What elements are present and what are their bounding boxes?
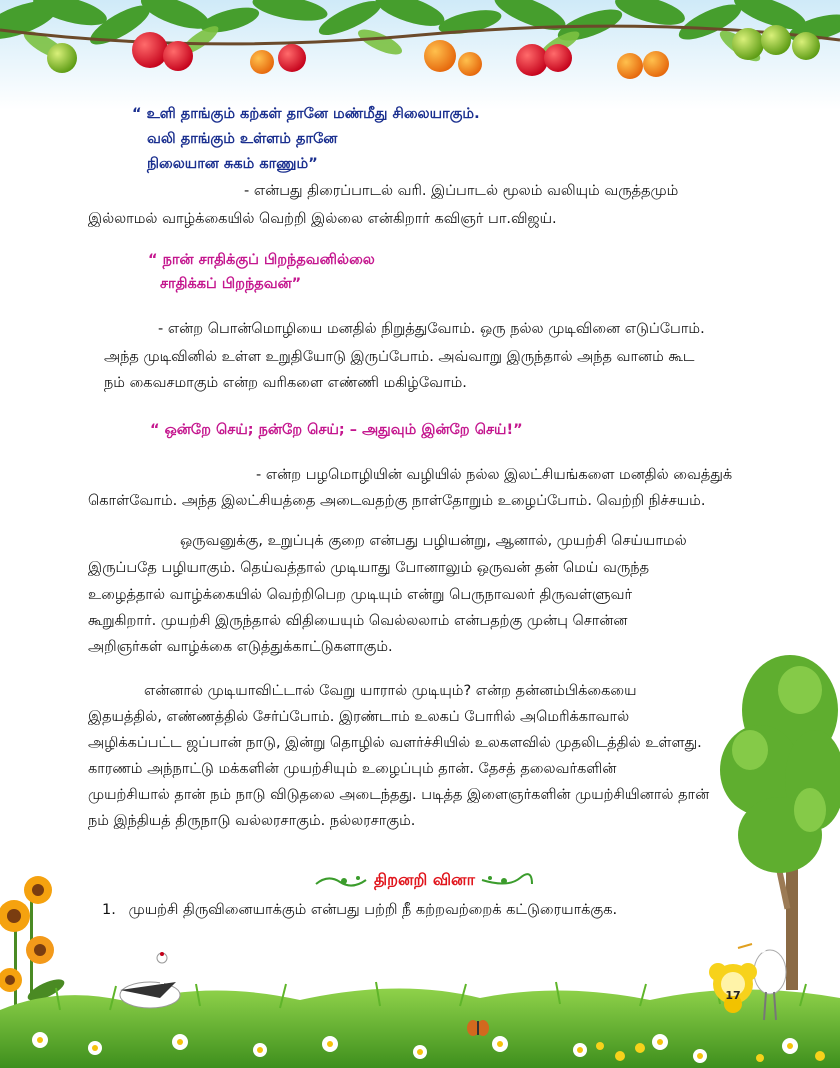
quote-three: “ ஒன்றே செய்; நன்றே செய்; – அதுவும் இன்றே செய்!” [150,422,523,438]
question-number: 1. [102,902,116,918]
paragraph-line: இல்லாமல் வாழ்க்கையில் வெற்றி இல்லை என்கிறார் கவிஞர் பா.விஜய். [88,211,557,227]
paragraph-line: அறிஞர்கள் வாழ்க்கை எடுத்துக்காட்டுகளாகும். [88,639,393,655]
paragraph-line: என்னால் முடியாவிட்டால் வேறு யாரால் முடியும்? என்ற தன்னம்பிக்கையை [144,683,637,699]
section-heading-text: திறனறி வினா [374,870,475,889]
paragraph-line: நம் கைவசமாகும் என்ற வரிகளை எண்ணி மகிழ்வோம். [104,375,467,391]
quote-one-line: வலி தாங்கும் உள்ளம் தானே [147,131,338,147]
quote-one-line: நிலையான சுகம் காணும்” [147,156,318,172]
paragraph-line: அழிக்கப்பட்ட ஜப்பான் நாடு, இன்று தொழில் வளர்ச்சியில் உலகளவில் முதலிடத்தில் உள்ளது. [88,735,702,751]
question-text: முயற்சி திருவினையாக்கும் என்பது பற்றி நீ கற்றவற்றைக் கட்டுரையாக்குக. [128,902,618,918]
paragraph-line: ஒருவனுக்கு, உறுப்புக் குறை என்பது பழியன்று, ஆனால், முயற்சி செய்யாமல் [180,533,687,549]
quote-two-line: “ நான் சாதிக்குப் பிறந்தவனில்லை [148,252,375,268]
page-number: 17 [725,989,741,1002]
paragraph-line: நம் இந்தியத் திருநாடு வல்லரசாகும். நல்லரசாகும். [88,813,416,829]
quote-two-line: சாதிக்கப் பிறந்தவன்” [160,276,302,292]
paragraph-line: கூறுகிறார். முயற்சி இருந்தால் விதியையும் வெல்லலாம் என்பதற்கு முன்பு சொன்ன [88,613,628,629]
paragraph-line: கொள்வோம். அந்த இலட்சியத்தை அடைவதற்கு நாள்தோறும் உழைப்போம். வெற்றி நிச்சயம். [88,493,706,509]
quote-one-line: “ உளி தாங்கும் கற்கள் தானே மண்மீது சிலையாகும். [132,106,480,122]
paragraph-line: - என்ற பொன்மொழியை மனதில் நிறுத்துவோம். ஒரு நல்ல முடிவினை எடுப்போம். [158,321,705,337]
paragraph-line: - என்பது திரைப்பாடல் வரி. இப்பாடல் மூலம் வலியும் வருத்தமும் [244,183,679,199]
paragraph-line: முயற்சியால் தான் நம் நாடு விடுதலை அடைந்தது. படித்த இளைஞர்களின் முயற்சியினால் தான் [88,787,710,803]
paragraph-line: காரணம் அந்நாட்டு மக்களின் முயற்சியும் உழைப்பும் தான். தேசத் தலைவர்களின் [88,761,617,777]
paragraph-line: இருப்பதே பழியாகும். தெய்வத்தால் முடியாது போனாலும் ஒருவன் தன் மெய் வருந்த [88,560,650,576]
garden-footer-illustration [0,860,840,1068]
paragraph-line: இதயத்தில், எண்ணத்தில் சேர்ப்போம். இரண்டாம் உலகப் போரில் அமெரிக்காவால் [88,709,630,725]
paragraph-line: உழைத்தால் வாழ்க்கையில் வெற்றிபெற முடியும் என்று பெருநாவலர் திருவள்ளுவர் [88,587,633,603]
paragraph-line: - என்ற பழமொழியின் வழியில் நல்ல இலட்சியங்களை மனதில் வைத்துக் [256,467,733,483]
fruit-branch-banner [0,0,840,110]
paragraph-line: அந்த முடிவினில் உள்ள உறுதியோடு இருப்போம். அவ்வாறு இருந்தால் அந்த வானம் கூட [104,349,695,365]
